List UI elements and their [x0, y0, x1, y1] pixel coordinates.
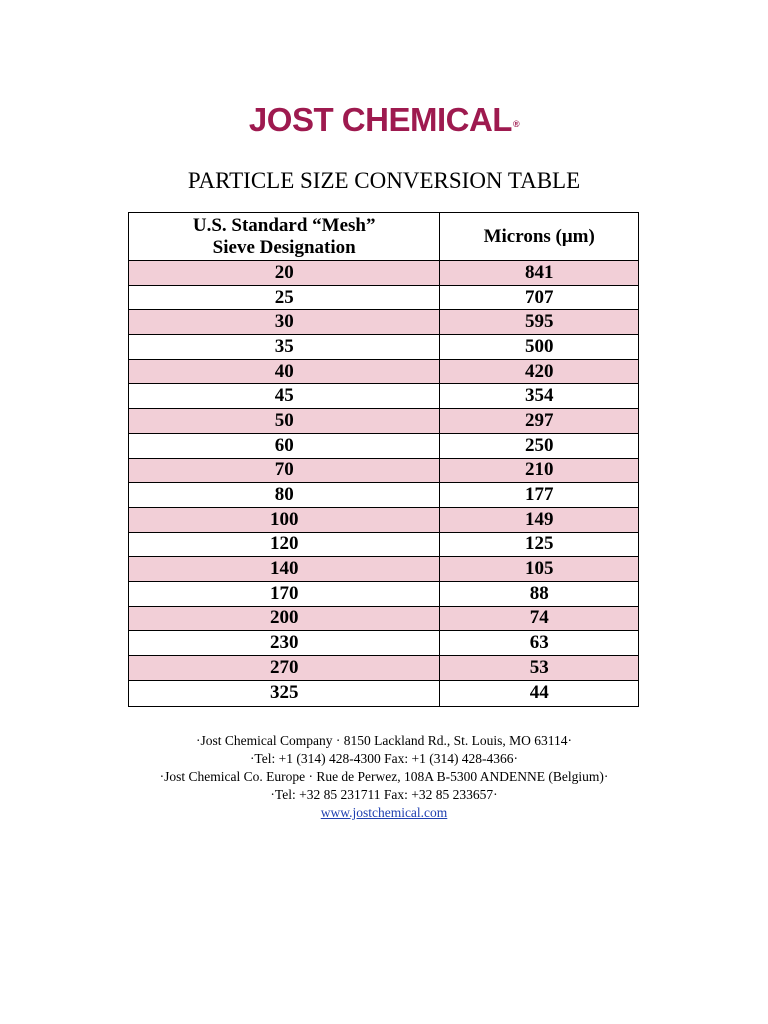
- mesh-cell: 25: [129, 285, 440, 310]
- mesh-cell: 60: [129, 433, 440, 458]
- table-row: [129, 507, 639, 532]
- footer-address-us: ·Jost Chemical Company · 8150 Lackland Rd., St. Louis, MO 63114·: [196, 733, 572, 748]
- microns-cell: 595: [440, 310, 639, 335]
- microns-cell: 500: [440, 335, 639, 360]
- table-row: [129, 359, 639, 384]
- microns-cell: 354: [440, 384, 639, 409]
- mesh-cell: 50: [129, 409, 440, 434]
- microns-cell: 420: [440, 359, 639, 384]
- page-title: PARTICLE SIZE CONVERSION TABLE: [187, 168, 581, 193]
- mesh-cell: 80: [129, 483, 440, 508]
- conversion-table: [128, 212, 639, 707]
- microns-cell: 707: [440, 285, 639, 310]
- mesh-cell: 120: [129, 532, 440, 557]
- footer-phone-us: ·Tel: +1 (314) 428-4300 Fax: +1 (314) 428-4366·: [249, 751, 519, 766]
- table-row: [129, 532, 639, 557]
- table-row: [129, 557, 639, 582]
- mesh-cell: 70: [129, 458, 440, 483]
- microns-cell: 44: [440, 680, 639, 706]
- table-row: [129, 581, 639, 606]
- header-microns: Microns (μm): [440, 213, 639, 261]
- footer-address-europe: ·Jost Chemical Co. Europe · Rue de Perwez, 108A B-5300 ANDENNE (Belgium)·: [159, 769, 609, 784]
- microns-cell: 88: [440, 581, 639, 606]
- header-mesh-line1: U.S. Standard “Mesh”: [192, 214, 376, 236]
- table-row: [129, 384, 639, 409]
- table-row: [129, 680, 639, 706]
- table-row: [129, 335, 639, 360]
- microns-cell: 210: [440, 458, 639, 483]
- microns-cell: 841: [440, 261, 639, 286]
- table-row: [129, 310, 639, 335]
- microns-cell: 149: [440, 507, 639, 532]
- microns-cell: 74: [440, 606, 639, 631]
- microns-cell: 53: [440, 656, 639, 681]
- footer-phone-europe: ·Tel: +32 85 231711 Fax: +32 85 233657·: [270, 787, 498, 802]
- mesh-cell: 30: [129, 310, 440, 335]
- mesh-cell: 270: [129, 656, 440, 681]
- microns-cell: 63: [440, 631, 639, 656]
- mesh-cell: 40: [129, 359, 440, 384]
- table-row: [129, 483, 639, 508]
- table-row: [129, 631, 639, 656]
- header-mesh: [129, 213, 440, 261]
- table-row: [129, 409, 639, 434]
- footer: [0, 732, 768, 822]
- table-header-row: [129, 213, 639, 261]
- registered-mark: ®: [512, 119, 520, 129]
- mesh-cell: 140: [129, 557, 440, 582]
- company-logo: [0, 100, 768, 140]
- mesh-cell: 325: [129, 680, 440, 706]
- mesh-cell: 100: [129, 507, 440, 532]
- table-row: [129, 433, 639, 458]
- mesh-cell: 170: [129, 581, 440, 606]
- mesh-cell: 200: [129, 606, 440, 631]
- microns-cell: 250: [440, 433, 639, 458]
- website-link[interactable]: www.jostchemical.com: [320, 805, 448, 820]
- header-mesh-line2: Sieve Designation: [212, 236, 356, 258]
- table-row: [129, 285, 639, 310]
- mesh-cell: 45: [129, 384, 440, 409]
- microns-cell: 177: [440, 483, 639, 508]
- table-row: [129, 606, 639, 631]
- table-row: [129, 656, 639, 681]
- microns-cell: 125: [440, 532, 639, 557]
- microns-cell: 297: [440, 409, 639, 434]
- microns-cell: 105: [440, 557, 639, 582]
- logo-text: JOST CHEMICAL: [248, 101, 512, 138]
- table-row: [129, 458, 639, 483]
- table-row: [129, 261, 639, 286]
- mesh-cell: 35: [129, 335, 440, 360]
- mesh-cell: 230: [129, 631, 440, 656]
- table-body: [129, 261, 639, 707]
- mesh-cell: 20: [129, 261, 440, 286]
